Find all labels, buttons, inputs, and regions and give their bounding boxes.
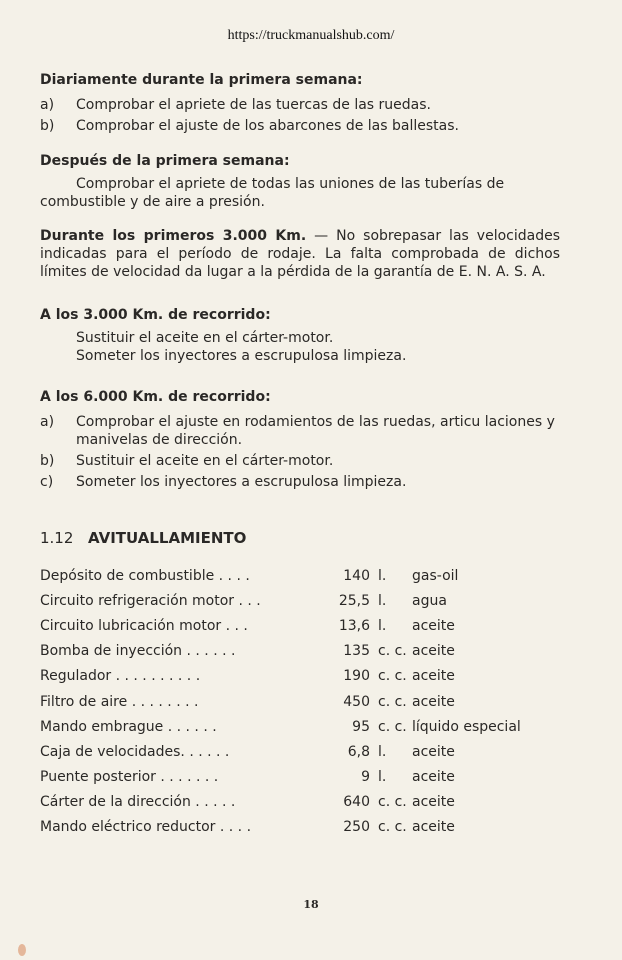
row-fluid: agua (412, 592, 447, 609)
row-fluid: aceite (412, 643, 455, 660)
row-qty: 25,5 (338, 592, 370, 609)
row-qty: 140 (343, 567, 370, 584)
row-qty: 190 (343, 668, 370, 685)
item-text: Sustituir el aceite en el cárter-motor. (76, 453, 334, 469)
table-row (40, 588, 521, 613)
after-week-text-1: Comprobar el apriete de todas las uniones de las tuberías de (76, 176, 505, 192)
row-name: Caja de velocidades. . . . . . (40, 743, 230, 760)
at-3000-line: Sustituir el aceite en el cárter-motor. (76, 330, 334, 346)
row-fluid: aceite (412, 794, 455, 811)
item-text: Comprobar el apriete de las tuercas de las ruedas. (76, 97, 432, 113)
item-label: a) (40, 97, 55, 113)
list-item (40, 413, 560, 449)
row-name: Filtro de aire . . . . . . . . (40, 693, 199, 710)
table-row (40, 765, 521, 790)
row-unit: l. (378, 592, 387, 609)
item-text: Comprobar el ajuste de los abarcones de las ballestas. (76, 118, 459, 134)
row-name: Puente posterior . . . . . . . (40, 769, 219, 786)
row-name: Regulador . . . . . . . . . . (40, 668, 201, 685)
item-text: Someter los inyectores a escrupulosa limpieza. (76, 474, 407, 490)
row-unit: l. (378, 617, 387, 634)
paper-stain (18, 944, 26, 956)
first-3000-text: — No sobrepasar las velocidades indicadas para el período de rodaje. La falta comprobada de dichos límites de velocidad da lugar a la pérdida de la garantía de E. N. A. S. A. (40, 228, 561, 280)
table-row (40, 689, 521, 714)
row-name: Cárter de la dirección . . . . . (40, 794, 236, 811)
row-fluid: aceite (412, 743, 455, 760)
first-3000-paragraph (40, 227, 560, 281)
row-fluid: aceite (412, 617, 455, 634)
row-name: Bomba de inyección . . . . . . (40, 643, 236, 660)
row-qty: 450 (343, 693, 370, 710)
row-unit: c. c. (378, 668, 407, 685)
item-label: c) (40, 474, 54, 490)
row-fluid: aceite (412, 668, 455, 685)
first-3000-bold: Durante los primeros 3.000 Km. (40, 228, 307, 244)
after-week-heading: Después de la primera semana: (40, 153, 290, 169)
table-row (40, 563, 521, 588)
item-label: b) (40, 118, 55, 134)
row-unit: c. c. (378, 718, 407, 735)
row-qty: 640 (343, 794, 370, 811)
row-name: Circuito lubricación motor . . . (40, 617, 248, 634)
row-qty: 95 (352, 718, 370, 735)
table-row (40, 815, 521, 840)
table-row (40, 790, 521, 815)
item-label: b) (40, 453, 55, 469)
row-fluid: aceite (412, 819, 455, 836)
supply-table-body (40, 563, 521, 840)
daily-heading: Diariamente durante la primera semana: (40, 72, 363, 88)
section-heading (40, 527, 560, 549)
row-name: Mando embrague . . . . . . (40, 718, 217, 735)
at-3000-line: Someter los inyectores a escrupulosa limpieza. (76, 348, 407, 364)
row-unit: c. c. (378, 794, 407, 811)
item-text: Comprobar el ajuste en rodamientos de las ruedas, articu laciones y manivelas de dirección. (76, 414, 555, 448)
row-qty: 9 (361, 769, 370, 786)
row-unit: c. c. (378, 693, 407, 710)
source-url[interactable]: https://truckmanualshub.com/ (227, 28, 395, 43)
list-item (40, 96, 560, 114)
row-qty: 6,8 (347, 743, 370, 760)
list-item (40, 117, 560, 135)
after-week-text-2: combustible y de aire a presión. (40, 194, 265, 210)
row-unit: l. (378, 567, 387, 584)
row-unit: c. c. (378, 643, 407, 660)
row-unit: l. (378, 743, 387, 760)
item-label: a) (40, 414, 55, 430)
table-row (40, 714, 521, 739)
row-name: Depósito de combustible . . . . (40, 567, 250, 584)
row-unit: l. (378, 769, 387, 786)
section-title: AVITUALLAMIENTO (88, 529, 247, 547)
section-number: 1.12 (40, 529, 74, 547)
row-qty: 13,6 (338, 617, 370, 634)
at-3000-heading: A los 3.000 Km. de recorrido: (40, 307, 271, 323)
row-qty: 135 (343, 643, 370, 660)
list-item (40, 473, 560, 491)
row-unit: c. c. (378, 819, 407, 836)
supply-table (40, 563, 521, 840)
row-name: Mando eléctrico reductor . . . . (40, 819, 252, 836)
list-item (40, 452, 560, 470)
row-fluid: aceite (412, 769, 455, 786)
table-row (40, 613, 521, 638)
row-fluid: aceite (412, 693, 455, 710)
at-6000-heading: A los 6.000 Km. de recorrido: (40, 389, 271, 405)
row-qty: 250 (343, 819, 370, 836)
row-fluid: gas-oil (412, 567, 459, 584)
page-number: 18 (303, 898, 319, 911)
table-row (40, 639, 521, 664)
table-row (40, 739, 521, 764)
table-row (40, 664, 521, 689)
manual-page (40, 70, 560, 840)
row-fluid: líquido especial (412, 718, 521, 735)
row-name: Circuito refrigeración motor . . . (40, 592, 261, 609)
